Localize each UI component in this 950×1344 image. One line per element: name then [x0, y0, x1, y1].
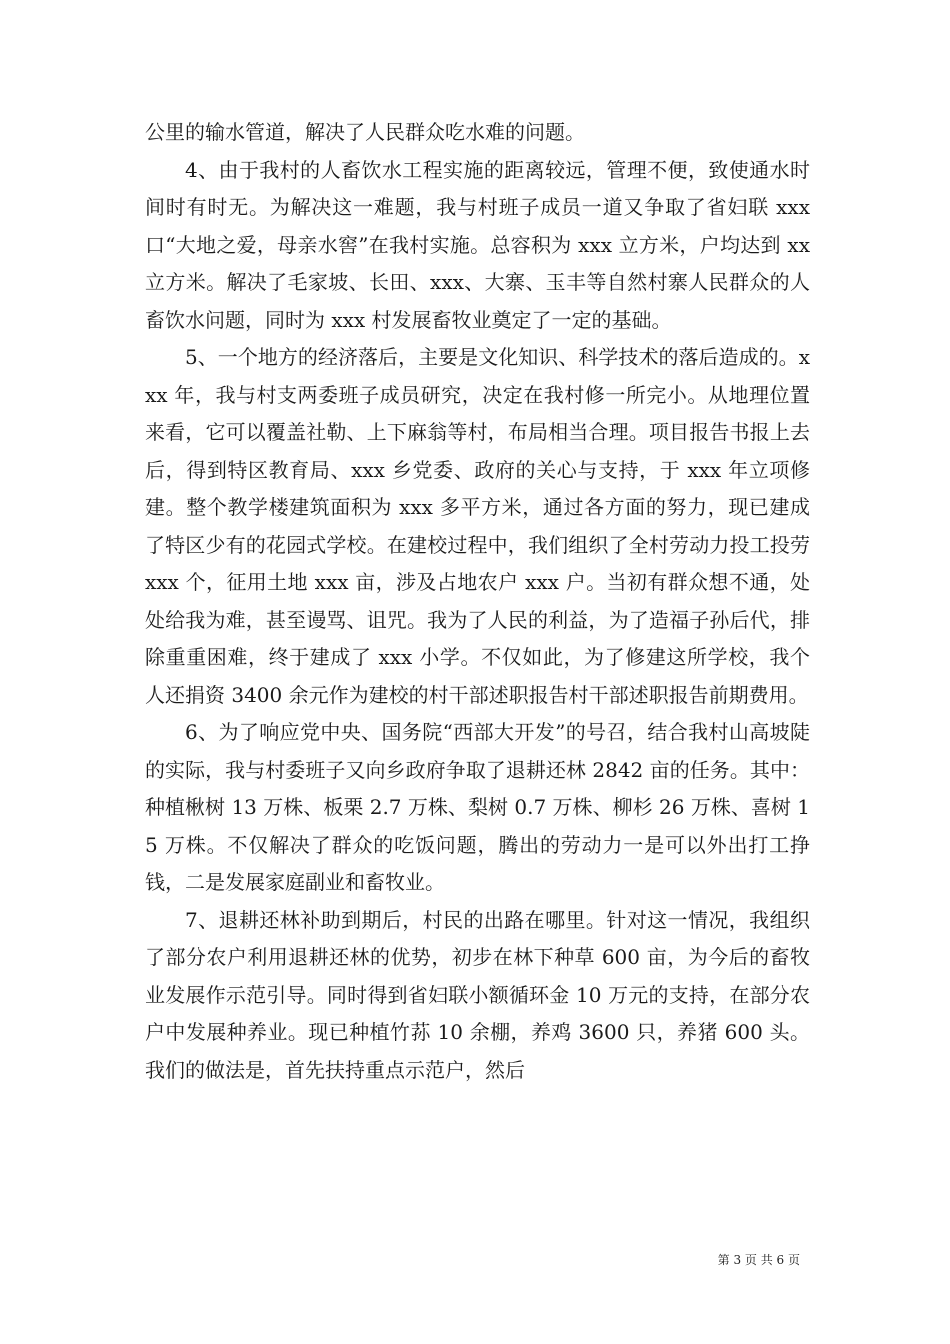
paragraph-item-4: 4、由于我村的人畜饮水工程实施的距离较远，管理不便，致使通水时间时有时无。为解决这一难题，我与村班子成员一道又争取了省妇联 xxx 口“大地之爱，母亲水窖”在我村实施。总容积为 xxx 立方米，户均达到 xx 立方米。解决了毛家坡、长田、xxx、大寨、玉丰等自然村寨人民群众的人畜饮水问题，同时为 xxx 村发展畜牧业奠定了一定的基础。: [145, 157, 810, 332]
paragraph-item-7: 7、退耕还林补助到期后，村民的出路在哪里。针对这一情况，我组织了部分农户利用退耕还林的优势，初步在林下种草 600 亩，为今后的畜牧业发展作示范引导。同时得到省妇联小额循环金 10 万元的支持，在部分农户中发展种养业。现已种植竹荪 10 余棚，养鸡 3600 只，养猪 600 头。我们的做法是，首先扶持重点示范户，然后: [145, 907, 810, 1082]
paragraph-continuation: 公里的输水管道，解决了人民群众吃水难的问题。: [145, 120, 585, 144]
page-number-footer: 第 3 页 共 6 页: [717, 1253, 800, 1267]
document-body: [145, 114, 810, 1089]
paragraph-item-5: 5、一个地方的经济落后，主要是文化知识、科学技术的落后造成的。xxx 年，我与村支两委班子成员研究，决定在我村修一所完小。从地理位置来看，它可以覆盖社勒、上下麻翁等村，布局相当合理。项目报告书报上去后，得到特区教育局、xxx 乡党委、政府的关心与支持，于 xxx 年立项修建。整个教学楼建筑面积为 xxx 多平方米，通过各方面的努力，现已建成了特区少有的花园式学校。在建校过程中，我们组织了全村劳动力投工投劳 xxx 个，征用土地 xxx 亩，涉及占地农户 xxx 户。当初有群众想不通，处处给我为难，甚至谩骂、诅咒。我为了人民的利益，为了造福子孙后代，排除重重困难，终于建成了 xxx 小学。不仅如此，为了修建这所学校，我个人还捐资 3400 余元作为建校的村干部述职报告村干部述职报告前期费用。: [145, 345, 810, 707]
paragraph-item-6: 6、为了响应党中央、国务院“西部大开发”的号召，结合我村山高坡陡的实际，我与村委班子又向乡政府争取了退耕还林 2842 亩的任务。其中：种植楸树 13 万株、板栗 2.7 万株、梨树 0.7 万株、柳杉 26 万株、喜树 15 万株。不仅解决了群众的吃饭问题，腾出的劳动力一是可以外出打工挣钱，二是发展家庭副业和畜牧业。: [145, 720, 810, 894]
